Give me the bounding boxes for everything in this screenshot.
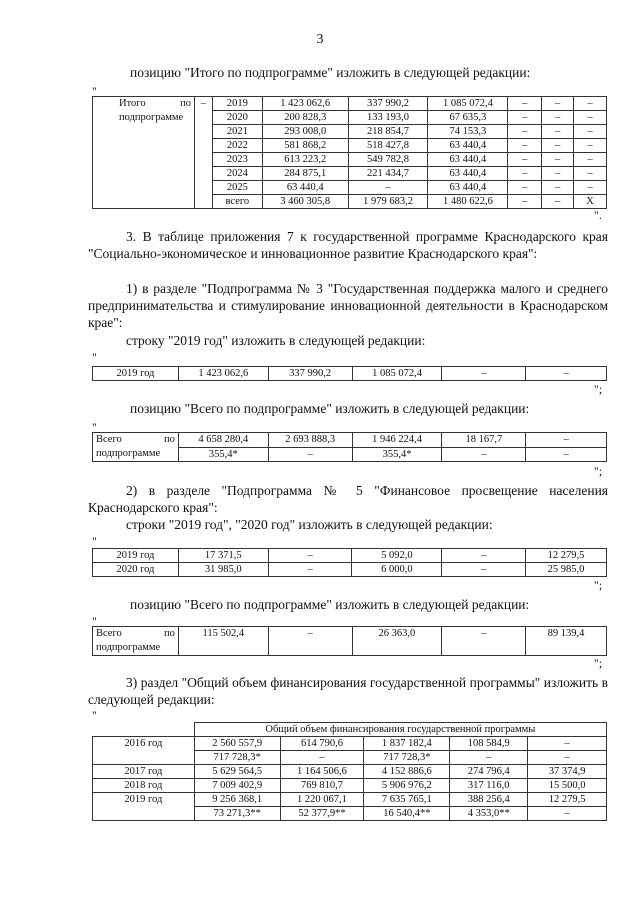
subsection-3: 3) раздел "Общий объем финансирования государственной программы" изложить в следующей редакции: [88,675,608,707]
table-row: 2019 год 17 371,5 – 5 092,0 – 12 279,5 [93,549,607,563]
table-row: всего 3 460 305,8 1 979 683,2 1 480 622,6 – – X [93,195,607,209]
table-row-2019 [92,366,607,381]
table-row: 2020 год 31 985,0 – 6 000,0 – 25 985,0 [93,563,607,577]
table-row: 2019 год 1 423 062,6 337 990,2 1 085 072,4 – – [93,367,607,381]
table-row: 2016 год 2 560 557,9 614 790,6 1 837 182,4 108 584,9 – [93,737,607,751]
subsection-1: 1) в разделе "Подпрограмма № 3 "Государственная поддержка малого и среднего предпринимательства и стимулирование инновационной деятельности в Краснодарском крае": [88,281,608,330]
table1-close: ". [594,208,602,222]
table-row: 2019 год 9 256 368,1 1 220 067,1 7 635 765,1 388 256,4 12 279,5 [93,793,607,807]
row-label: Итого по подпрограмме [93,97,195,209]
table4-close: "; [594,578,603,592]
table-header-row: Общий объем финансирования государственной программы [93,723,607,737]
table5-close: "; [594,656,603,670]
quote-open: " [92,84,97,98]
intro-total-5: позицию "Всего по подпрограмме" изложить в следующей редакции: [130,597,530,612]
quote-open: " [92,350,97,364]
paragraph-3: 3. В таблице приложения 7 к государственной программе Краснодарского края "Социально-экономическое и инновационное развитие Краснодарского края": [88,229,608,261]
table-row: Всего по подпрограмме 115 502,4 – 26 363,0 – 89 139,4 [93,627,607,656]
table-row: 2018 год 7 009 402,9 769 810,7 5 906 976,2 317 116,0 15 500,0 [93,779,607,793]
page-number: 3 [316,32,324,47]
table-row: 717 728,3* – 717 728,3* – – [93,751,607,765]
intro-total-subprogram: позицию "Итого по подпрограмме" изложить в следующей редакции: [130,65,531,80]
table3-close: "; [594,464,603,478]
quote-open: " [92,534,97,548]
row-2019-intro: строку "2019 год" изложить в следующей редакции: [126,333,426,348]
table-total-3 [92,432,607,462]
subsection-2: 2) в разделе "Подпрограмма № 5 "Финансовое просвещение населения Краснодарского края": [88,483,608,515]
quote-open: " [92,614,97,628]
table-row: 2023 613 223,2 549 782,8 63 440,4 – – – [93,153,607,167]
table-row: 73 271,3** 52 377,9** 16 540,4** 4 353,0** – [93,807,607,821]
table-row: Всего по подпрограмме 4 658 280,4 2 693 888,3 1 946 224,4 18 167,7 – [93,433,607,448]
table-general-financing [92,722,607,821]
table-row: 355,4* – 355,4* – – [93,447,607,462]
intro-total-3: позицию "Всего по подпрограмме" изложить в следующей редакции: [130,401,530,416]
table-row: Итого по подпрограмме – 2019 1 423 062,6 337 990,2 1 085 072,4 – – – [93,97,607,111]
quote-open: " [92,420,97,434]
table-row: 2017 год 5 629 564,5 1 164 506,6 4 152 886,6 274 796,4 37 374,9 [93,765,607,779]
table2-close: "; [594,382,603,396]
rows-intro: строки "2019 год", "2020 год" изложить в следующей редакции: [126,517,493,532]
table-row: 2025 63 440,4 – 63 440,4 – – – [93,181,607,195]
table-row: 2021 293 008,0 218 854,7 74 153,3 – – – [93,125,607,139]
table-row: 2024 284 875,1 221 434,7 63 440,4 – – – [93,167,607,181]
table-rows-2019-2020 [92,548,607,577]
table-row: 2020 200 828,3 133 193,0 67 635,3 – – – [93,111,607,125]
table-row: 2022 581 868,2 518 427,8 63 440,4 – – – [93,139,607,153]
quote-open: " [92,708,97,722]
table-total-5 [92,626,607,656]
table-total-subprogram [92,96,607,209]
